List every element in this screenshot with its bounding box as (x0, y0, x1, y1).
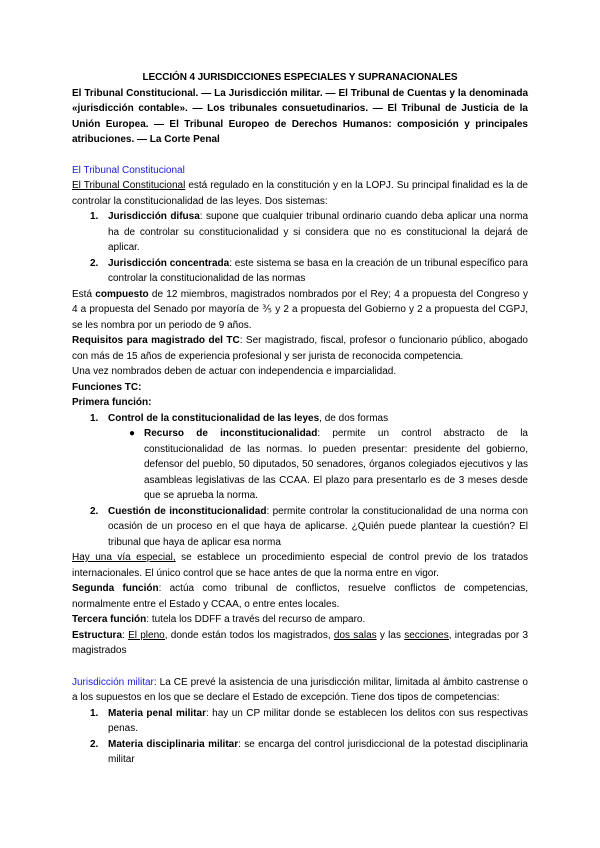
document-body (72, 70, 528, 768)
list-item (72, 737, 528, 768)
item-label: Control de la constitucionalidad de las leyes (108, 412, 320, 424)
tc-intro-underlined: El Tribunal Constitucional (72, 180, 186, 191)
list-number: 1. (90, 211, 99, 222)
functions-heading: Funciones TC: (72, 381, 142, 393)
est-underlined: dos salas (333, 629, 377, 641)
bullet-icon: ● (129, 428, 136, 439)
list-item (72, 504, 528, 551)
tc-intro (72, 178, 528, 209)
list-item (72, 209, 528, 256)
req-label: Requisitos para magistrado del TC (72, 335, 240, 346)
est-label: Estructura (72, 629, 123, 641)
first-function-heading: Primera función: (72, 397, 152, 408)
item-label: Recurso de inconstitucionalidad (144, 428, 318, 439)
structure-paragraph (72, 628, 528, 659)
second-function-paragraph (72, 581, 528, 612)
military-heading: Jurisdicción militar (72, 676, 154, 688)
list-item (72, 706, 528, 737)
item-text: , de dos formas (319, 412, 389, 424)
lesson-summary: El Tribunal Constitucional. — La Jurisdicción militar. — El Tribunal de Cuentas y la denominada «jurisdicción contable». — Los tribunales consuetudinarios. — El Tribunal de Justicia de la Unión Europea. — El Tribunal Europeo de Derechos Humanos: composición y principales atribuciones. — La Corte Penal (72, 87, 528, 145)
item-text: : hay un CP militar donde se establecen los delitos con sus respectivas penas. (108, 707, 528, 734)
est-text: y las (376, 629, 405, 641)
est-underlined: El pleno, (128, 629, 168, 641)
list-number: 1. (90, 707, 99, 719)
req-text: : Ser magistrado, fiscal, profesor o funcionario público, abogado con más de 15 años de experiencia profesional y ser jurista de reconocida competencia. (72, 335, 528, 362)
paragraph-gap (72, 659, 528, 675)
list-number: 2. (90, 505, 99, 517)
item-label: Jurisdicción concentrada (108, 257, 230, 269)
item-text: : supone que cualquier tribunal ordinario cuando deba aplicar una norma ha de controlar su constitucionalidad y si considera que no es constitucional la dejará de aplicar. (108, 211, 529, 253)
lesson-title: LECCIÓN 4 JURISDICCIONES ESPECIALES Y SUPRANACIONALES (142, 72, 458, 83)
military-paragraph (72, 675, 528, 706)
composition-paragraph (72, 287, 528, 334)
comp-pre: Está (72, 288, 96, 300)
est-text: donde están todos los magistrados, (167, 629, 334, 641)
third-function-paragraph (72, 612, 528, 628)
bullet-item (72, 426, 528, 504)
independence-paragraph: Una vez nombrados deben de actuar con independencia e imparcialidad. (72, 366, 397, 377)
item-text: : permite controlar la constitucionalidad de una norma con ocasión de un proceso en el que haya de aplicarse. ¿Quién puede plantear la cuestión? El tribunal que haya de aplicar esa norma (108, 505, 529, 548)
military-list (72, 706, 528, 768)
systems-list (72, 209, 528, 287)
item-label: Cuestión de inconstitucionalidad (108, 505, 267, 517)
section-heading-tc: El Tribunal Constitucional (72, 164, 185, 176)
item-label: Jurisdicción difusa (108, 211, 200, 222)
est-underlined: secciones, (404, 629, 452, 641)
special-path-paragraph (72, 550, 528, 581)
est-text: : (122, 629, 129, 641)
seg-text: : actúa como tribunal de conflictos, resuelve conflictos de competencias, normalmente entre el Estado y CCAA, o entre entes locales. (72, 583, 529, 610)
item-text: : permite un control abstracto de la constitucionalidad de las normas. lo pueden presentar: presidente del gobierno, defensor del pueblo, 50 diputados, 50 senadores, órganos colegiados ejecutivos y las asambleas legislativas de las CCAA. El plazo para presentarlo es de 3 meses desde que se aprueba la norma. (144, 428, 528, 501)
ter-text: : tutela los DDFF a través del recurso de amparo. (146, 614, 366, 625)
list-number: 2. (90, 738, 99, 750)
list-item (72, 256, 528, 287)
via-text: se establece un procedimiento especial de control previo de los tratados internacionales. El único control que se hace antes de que la norma entre en vigor. (72, 552, 528, 579)
via-underlined: Hay una vía especial, (72, 552, 176, 563)
comp-text: de 12 miembros, magistrados nombrados por el Rey; 4 a propuesta del Congreso y 4 a propuesta del Senado por mayoría de ⅗ y 2 a propuesta del Gobierno y 2 a propuesta del CGPJ, se les nombra por un periodo de 9 años. (72, 288, 528, 331)
item-label: Materia penal militar (108, 707, 206, 719)
requirements-paragraph (72, 333, 528, 364)
list-number: 1. (90, 412, 99, 424)
military-text: : La CE prevé la asistencia de una jurisdicción militar, limitada al ámbito castrense o a los supuestos en los que se declare el Estado de excepción. Tiene dos tipos de competencias: (72, 676, 528, 703)
list-number: 2. (90, 257, 99, 269)
comp-label: compuesto (95, 288, 149, 300)
item-label: Materia disciplinaria militar (108, 738, 239, 750)
ter-label: Tercera función (72, 614, 147, 625)
est-text: integradas por 3 magistrados (72, 629, 529, 656)
item-text: : se encarga del control jurisdiccional de la potestad disciplinaria militar (108, 738, 528, 765)
tc-intro-text: está regulado en la constitución y en la LOPJ. Su principal finalidad es la de controlar la constitucionalidad de las leyes. Dos sistemas: (72, 180, 528, 207)
seg-label: Segunda función (72, 583, 159, 594)
list-item (72, 411, 528, 427)
item-text: : este sistema se basa en la creación de un tribunal específico para controlar la constitucionalidad de las normas (108, 257, 528, 284)
